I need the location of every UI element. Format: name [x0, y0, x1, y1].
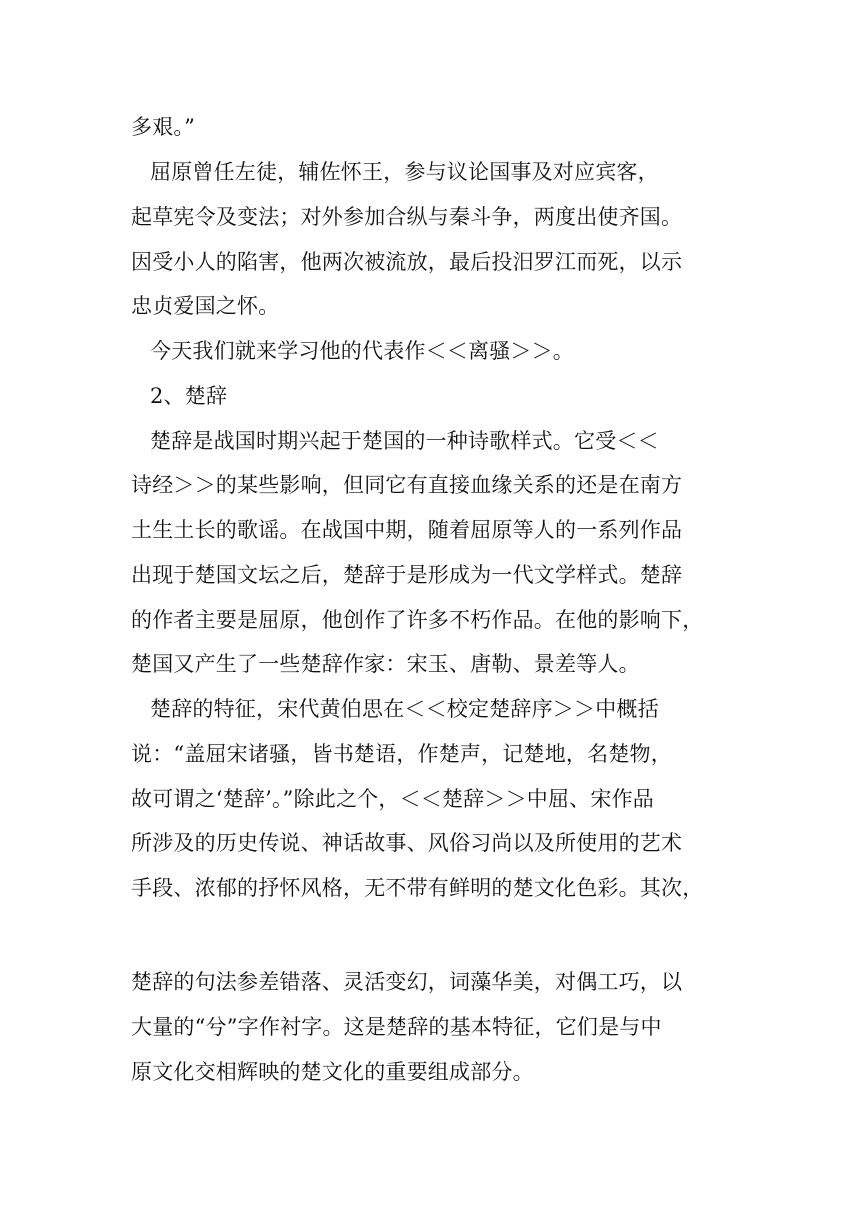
text-line: 故可谓之‘楚辞’。”除此之个，＜＜楚辞＞＞中屈、宋作品: [131, 787, 654, 811]
text-line: 所涉及的历史传说、神话故事、风俗习尚以及所使用的艺术: [131, 831, 683, 855]
text-line: 原文化交相辉映的楚文化的重要组成部分。: [131, 1060, 534, 1084]
text-line: 忠贞爱国之怀。: [131, 294, 280, 318]
section-heading: 2、楚辞: [150, 384, 228, 408]
paragraph-first-line: 今天我们就来学习他的代表作＜＜离骚＞＞。: [150, 339, 574, 363]
paragraph-first-line: 楚辞的特征，宋代黄伯思在＜＜校定楚辞序＞＞中概括: [150, 697, 659, 721]
paragraph-first-line: 楚辞是战国时期兴起于楚国的一种诗歌样式。它受＜＜: [150, 429, 659, 453]
text-line: 说：“盖屈宋诸骚，皆书楚语，作楚声，记楚地，名楚物，: [131, 742, 672, 766]
text-line: 因受小人的陷害，他两次被流放，最后投汨罗江而死，以示: [131, 250, 683, 274]
text-line: 多艰。”: [131, 115, 196, 139]
text-line: 楚辞的句法参差错落、灵活变幻，词藻华美，对偶工巧，以: [131, 970, 683, 994]
text-line: 诗经＞＞的某些影响，但同它有直接血缘关系的还是在南方: [131, 473, 683, 497]
text-line: 楚国又产生了一些楚辞作家：宋玉、唐勒、景差等人。: [131, 652, 640, 676]
paragraph-first-line: 屈原曾任左徒，辅佐怀王，参与议论国事及对应宾客，: [150, 160, 659, 184]
text-line: 出现于楚国文坛之后，楚辞于是形成为一代文学样式。楚辞: [131, 563, 683, 587]
text-line: 手段、浓郁的抒怀风格，无不带有鲜明的楚文化色彩。其次，: [131, 876, 704, 900]
text-line: 土生土长的歌谣。在战国中期，随着屈原等人的一系列作品: [131, 518, 683, 542]
text-line: 大量的“兮”字作衬字。这是楚辞的基本特征，它们是与中: [131, 1015, 662, 1039]
text-line: 的作者主要是屈原，他创作了许多不朽作品。在他的影响下，: [131, 608, 704, 632]
text-line: 起草宪令及变法；对外参加合纵与秦斗争，两度出使齐国。: [131, 205, 683, 229]
